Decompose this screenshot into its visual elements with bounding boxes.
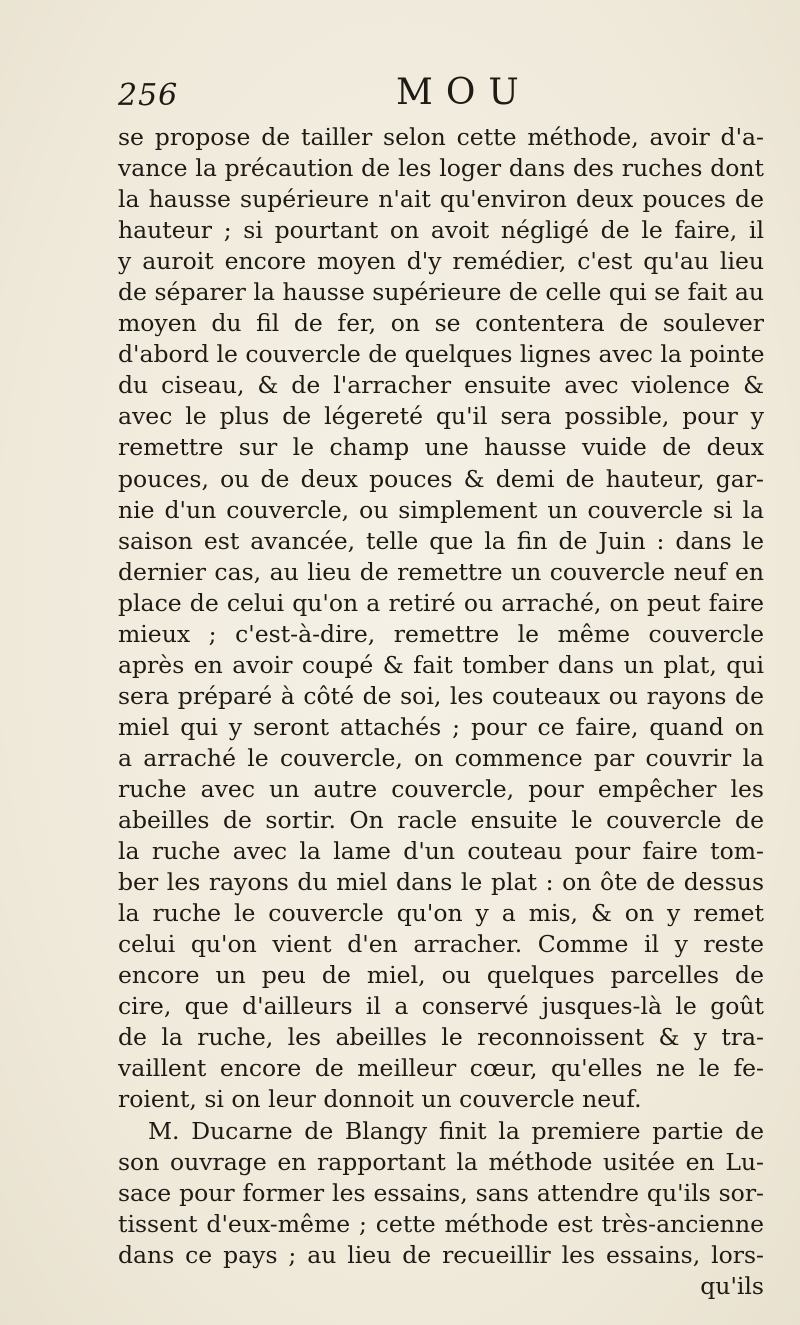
text-line: du ciseau, & de l'arracher ensuite avec violence & — [118, 371, 764, 400]
text-line: M. Ducarne de Blangy finit la premiere partie de — [148, 1116, 764, 1145]
text-line: la ruche avec la lame d'un couteau pour faire tom- — [118, 837, 764, 866]
text-line: son ouvrage en rapportant la méthode usitée en Lu- — [118, 1147, 764, 1176]
text-line: vaillent encore de meilleur cœur, qu'elles ne le fe- — [118, 1054, 764, 1083]
text-line: a arraché le couvercle, on commence par couvrir la — [118, 743, 764, 772]
text-line: après en avoir coupé & fait tomber dans un plat, qui — [118, 650, 764, 679]
text-line: dernier cas, au lieu de remettre un couvercle neuf en — [118, 557, 764, 586]
text-line: avec le plus de légereté qu'il sera possible, pour y — [118, 402, 764, 431]
text-line: abeilles de sortir. On racle ensuite le couvercle de — [118, 806, 764, 835]
text-line: de séparer la hausse supérieure de celle qui se fait au — [118, 278, 764, 307]
text-line: nie d'un couvercle, ou simplement un couvercle si la — [118, 495, 764, 524]
text-line: encore un peu de miel, ou quelques parcelles de — [118, 961, 764, 990]
text-line: sera préparé à côté de soi, les couteaux ou rayons de — [118, 681, 764, 710]
text-line: hauteur ; si pourtant on avoit négligé de le faire, il — [118, 216, 764, 245]
text-line: ruche avec un autre couvercle, pour empêcher les — [118, 774, 764, 803]
text-line: d'abord le couvercle de quelques lignes avec la pointe — [118, 340, 765, 369]
text-line: roient, si on leur donnoit un couvercle neuf. — [118, 1085, 642, 1114]
text-line: sace pour former les essains, sans attendre qu'ils sor- — [118, 1178, 764, 1207]
text-line: la hausse supérieure n'ait qu'environ deux pouces de — [118, 185, 764, 214]
page-number: 256 — [118, 78, 179, 113]
text-line: de la ruche, les abeilles le reconnoissent & y tra- — [118, 1023, 764, 1052]
text-line: celui qu'on vient d'en arracher. Comme il y reste — [118, 930, 764, 959]
text-line: la ruche le couvercle qu'on y a mis, & on y remet — [118, 899, 764, 928]
catchword: qu'ils — [700, 1271, 764, 1300]
page-header — [118, 72, 678, 118]
body-text — [118, 122, 764, 1302]
text-line: pouces, ou de deux pouces & demi de hauteur, gar- — [118, 464, 764, 493]
text-line: dans ce pays ; au lieu de recueillir les essains, lors- — [118, 1240, 764, 1269]
text-line: mieux ; c'est-à-dire, remettre le même couvercle — [118, 619, 764, 648]
text-line: se propose de tailler selon cette méthode, avoir d'a- — [118, 123, 764, 151]
text-line: tissent d'eux-même ; cette méthode est très-ancienne — [118, 1209, 764, 1238]
text-line: cire, que d'ailleurs il a conservé jusques-là le goût — [118, 992, 764, 1021]
text-line: y auroit encore moyen d'y remédier, c'est qu'au lieu — [118, 247, 764, 276]
running-head: MOU — [396, 72, 532, 113]
text-line: place de celui qu'on a retiré ou arraché, on peut faire — [118, 588, 764, 617]
text-line: ber les rayons du miel dans le plat : on ôte de dessus — [118, 868, 764, 897]
text-line: moyen du fil de fer, on se contentera de soulever — [118, 309, 764, 338]
text-line: miel qui y seront attachés ; pour ce faire, quand on — [118, 712, 764, 741]
text-line: saison est avancée, telle que la fin de Juin : dans le — [118, 526, 764, 555]
text-line: vance la précaution de les loger dans des ruches dont — [118, 154, 764, 183]
text-line: remettre sur le champ une hausse vuide de deux — [118, 433, 764, 462]
